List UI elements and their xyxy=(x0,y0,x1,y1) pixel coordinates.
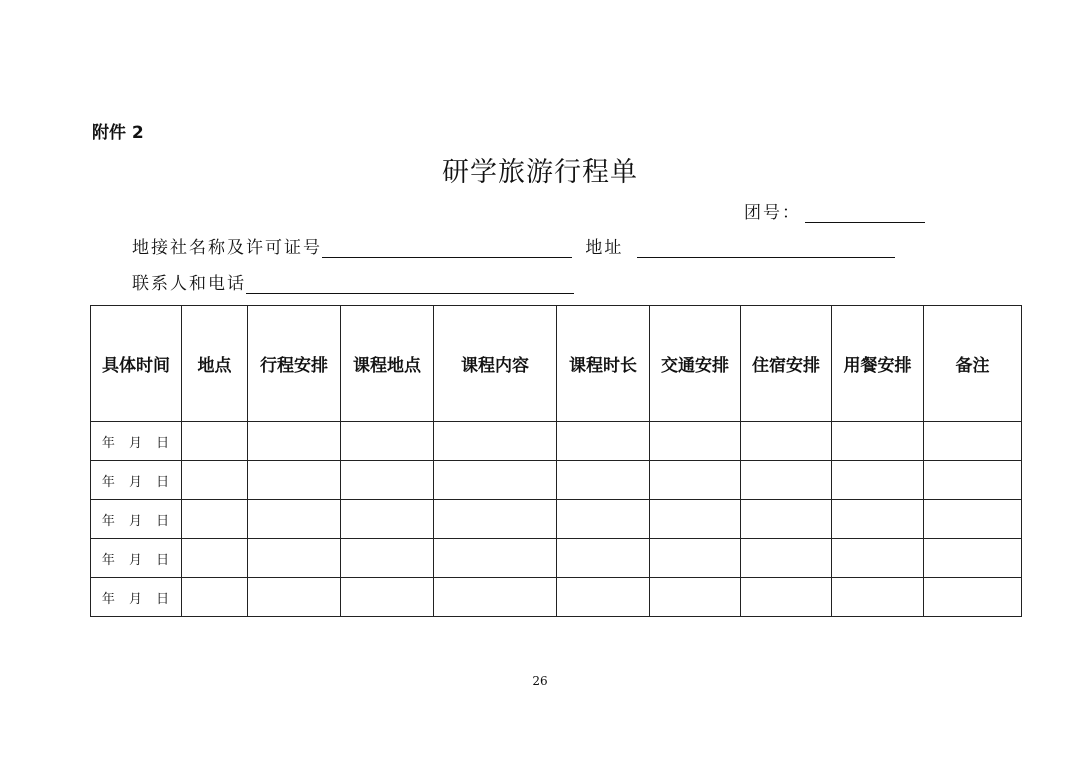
table-cell[interactable] xyxy=(832,578,924,617)
table-cell[interactable] xyxy=(248,500,341,539)
table-cell[interactable] xyxy=(248,461,341,500)
date-cell: 年 月 日 xyxy=(91,500,182,539)
group-number-label: 团号： xyxy=(744,203,801,223)
table-cell[interactable] xyxy=(434,539,557,578)
table-cell[interactable] xyxy=(832,422,924,461)
contact-field[interactable] xyxy=(246,275,574,294)
table-cell[interactable] xyxy=(557,539,650,578)
table-row xyxy=(91,422,1022,461)
date-cell: 年 月 日 xyxy=(91,461,182,500)
table-cell[interactable] xyxy=(434,461,557,500)
table-cell[interactable] xyxy=(924,500,1022,539)
table-cell[interactable] xyxy=(182,461,248,500)
table-cell[interactable] xyxy=(741,461,832,500)
table-cell[interactable] xyxy=(924,578,1022,617)
table-cell[interactable] xyxy=(741,578,832,617)
table-cell[interactable] xyxy=(650,578,741,617)
agency-label: 地接社名称及许可证号 xyxy=(132,238,322,258)
header-cell-course-duration: 课程时长 xyxy=(557,306,650,422)
table-cell[interactable] xyxy=(248,422,341,461)
agency-field[interactable] xyxy=(322,239,572,258)
table-cell[interactable] xyxy=(434,578,557,617)
table-cell[interactable] xyxy=(557,578,650,617)
table-cell[interactable] xyxy=(341,461,434,500)
document-title: 研学旅游行程单 xyxy=(442,157,638,188)
table-cell[interactable] xyxy=(741,500,832,539)
address-field[interactable] xyxy=(637,239,895,258)
header-cell-location: 地点 xyxy=(182,306,248,422)
table-cell[interactable] xyxy=(832,500,924,539)
header-cell-remarks: 备注 xyxy=(924,306,1022,422)
header-cell-itinerary: 行程安排 xyxy=(248,306,341,422)
table-cell[interactable] xyxy=(832,461,924,500)
page-number: 26 xyxy=(532,674,548,688)
contact-label: 联系人和电话 xyxy=(132,274,246,294)
table-row xyxy=(91,500,1022,539)
table-cell[interactable] xyxy=(924,539,1022,578)
table-cell[interactable] xyxy=(182,500,248,539)
table-cell[interactable] xyxy=(248,539,341,578)
date-cell: 年 月 日 xyxy=(91,578,182,617)
table-cell[interactable] xyxy=(182,578,248,617)
header-cell-time: 具体时间 xyxy=(91,306,182,422)
itinerary-table xyxy=(90,305,1022,617)
table-cell[interactable] xyxy=(434,422,557,461)
table-cell[interactable] xyxy=(650,500,741,539)
table-cell[interactable] xyxy=(182,422,248,461)
table-cell[interactable] xyxy=(650,461,741,500)
table-row xyxy=(91,578,1022,617)
table-cell[interactable] xyxy=(741,539,832,578)
date-cell: 年 月 日 xyxy=(91,539,182,578)
header-cell-accommodation: 住宿安排 xyxy=(741,306,832,422)
header-cell-course-content: 课程内容 xyxy=(434,306,557,422)
table-cell[interactable] xyxy=(248,578,341,617)
table-cell[interactable] xyxy=(924,422,1022,461)
table-row xyxy=(91,461,1022,500)
table-cell[interactable] xyxy=(341,539,434,578)
table-header-row xyxy=(91,306,1022,422)
table-cell[interactable] xyxy=(741,422,832,461)
contact-line xyxy=(132,269,574,294)
table-cell[interactable] xyxy=(832,539,924,578)
agency-line xyxy=(132,233,895,258)
header-cell-transport: 交通安排 xyxy=(650,306,741,422)
table-cell[interactable] xyxy=(924,461,1022,500)
table-cell[interactable] xyxy=(650,539,741,578)
group-number-line xyxy=(744,198,925,223)
table-cell[interactable] xyxy=(557,422,650,461)
header-cell-meals: 用餐安排 xyxy=(832,306,924,422)
date-cell: 年 月 日 xyxy=(91,422,182,461)
attachment-label: 附件 2 xyxy=(92,123,144,143)
table-row xyxy=(91,539,1022,578)
table-cell[interactable] xyxy=(434,500,557,539)
table-cell[interactable] xyxy=(182,539,248,578)
table-cell[interactable] xyxy=(341,578,434,617)
group-number-field[interactable] xyxy=(805,204,925,223)
table-cell[interactable] xyxy=(557,461,650,500)
table-cell[interactable] xyxy=(557,500,650,539)
table-cell[interactable] xyxy=(341,422,434,461)
header-cell-course-location: 课程地点 xyxy=(341,306,434,422)
address-label: 地址 xyxy=(585,238,624,258)
table-cell[interactable] xyxy=(341,500,434,539)
table-cell[interactable] xyxy=(650,422,741,461)
